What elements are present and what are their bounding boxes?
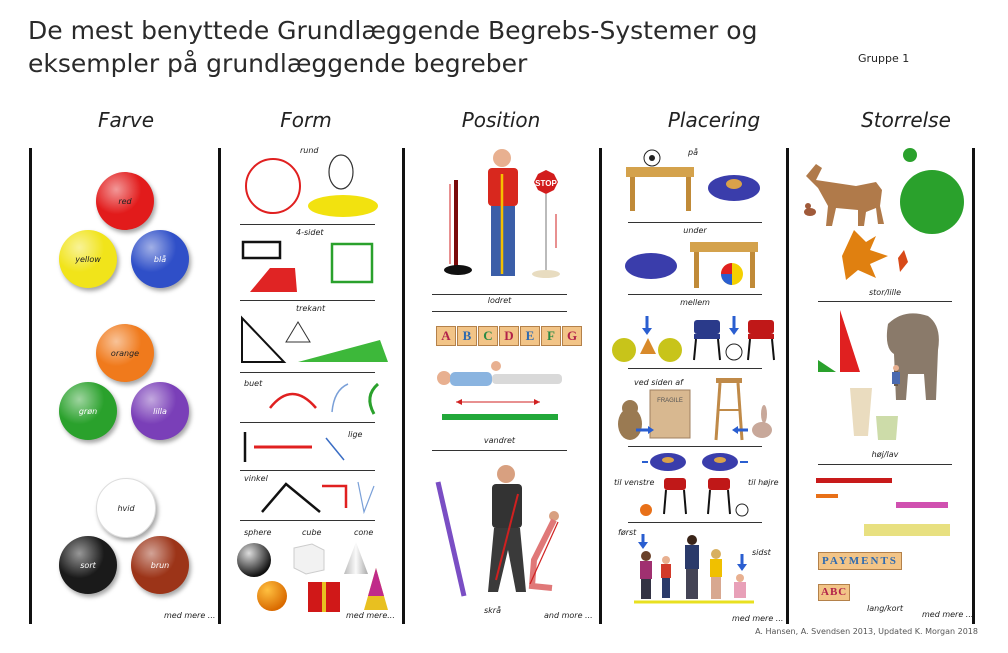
ball-label: orange [110, 348, 140, 358]
stop-sign-text: STOP [535, 179, 557, 188]
section-line [240, 372, 375, 373]
page-title [28, 14, 757, 80]
ball-label: grøn [78, 406, 98, 416]
block-b: B [457, 326, 477, 346]
label-vandret: vandret [483, 436, 516, 445]
section-line [818, 301, 952, 302]
group-label: Gruppe 1 [858, 52, 910, 65]
block-e: E [520, 326, 540, 346]
big-small-illustration [796, 146, 966, 286]
label-sphere: sphere [244, 528, 272, 537]
credit-text: A. Hansen, A. Svendsen 2013, Updated K. Morgan 2018 [755, 627, 978, 636]
label-forst: først [618, 528, 637, 537]
payments-blocks [818, 552, 902, 570]
ball-label: sort [80, 560, 96, 570]
more-text: and more ... [544, 611, 593, 620]
label-ved-siden-af: ved siden af [634, 378, 683, 387]
ball-green [59, 382, 117, 440]
ball-label: lilla [153, 406, 167, 416]
on-illustration [618, 148, 768, 218]
ball-label: yellow [75, 254, 101, 264]
label-trekant: trekant [296, 304, 326, 313]
ball-label: blå [153, 254, 167, 264]
divider-line [402, 148, 405, 624]
section-line [240, 224, 375, 225]
horizontal-illustration [436, 352, 576, 432]
ball-blue [131, 230, 189, 288]
label-til-venstre: til venstre [614, 478, 655, 487]
heading-placering: Placering [667, 108, 761, 132]
section-line [240, 520, 375, 521]
ball-label: hvid [117, 503, 135, 513]
section-line [240, 300, 375, 301]
heading-storrelse: Storrelse [861, 108, 951, 132]
label-under: under [683, 226, 707, 235]
more-text: med mere... [346, 611, 395, 620]
divider-line [599, 148, 602, 624]
ball-purple [131, 382, 189, 440]
divider-line [218, 148, 221, 624]
beside-illustration [612, 374, 777, 444]
round-shapes [240, 150, 380, 220]
section-line [628, 294, 762, 295]
ball-brown [131, 536, 189, 594]
first-last-illustration [630, 530, 760, 610]
heading-form: Form [280, 108, 332, 132]
label-cone: cone [354, 528, 374, 537]
abc-blocks [818, 584, 850, 601]
label-lang-kort: lang/kort [867, 604, 903, 613]
quadrilateral-shapes [240, 238, 380, 298]
block-a: A [436, 326, 456, 346]
label-sidst: sidst [752, 548, 771, 557]
section-line [628, 222, 762, 223]
section-line [818, 464, 952, 465]
ball-label: brun [150, 560, 170, 570]
more-text: med mere ... [164, 611, 216, 620]
divider-line [972, 148, 975, 624]
ball-label: red [118, 196, 132, 206]
ball-black [59, 536, 117, 594]
long-short-bars [814, 472, 974, 542]
vertical-illustration [436, 148, 576, 288]
section-line [432, 450, 567, 451]
label-hoj-lav: høj/lav [871, 450, 899, 459]
between-illustration [610, 310, 775, 365]
section-line [432, 294, 567, 295]
label-mellem: mellem [680, 298, 710, 307]
label-til-hojre: til højre [748, 478, 779, 487]
section-line [240, 422, 375, 423]
label-pa: på [688, 148, 698, 157]
label-skra: skrå [484, 606, 501, 615]
section-line [628, 446, 762, 447]
straight-lines [240, 428, 380, 468]
label-rund: rund [300, 146, 319, 155]
divider-line [29, 148, 32, 624]
ball-white [96, 478, 156, 538]
heading-farve: Farve [97, 108, 155, 132]
angle-shapes [240, 476, 380, 516]
section-line [628, 522, 762, 523]
block-f: F [541, 326, 561, 346]
ball-red [96, 172, 154, 230]
section-line [240, 470, 375, 471]
block-g: G [562, 326, 582, 346]
more-text: med mere ... [732, 614, 784, 623]
solid-shapes [236, 540, 396, 615]
tall-short-illustration [812, 304, 972, 444]
ball-orange [96, 324, 154, 382]
more-text: med mere ... [922, 610, 974, 619]
payments-text: PAYMENTS [818, 552, 902, 570]
section-line [432, 311, 567, 312]
label-buet: buet [244, 379, 263, 388]
abc-text: ABC [818, 584, 850, 601]
label-4-sidet: 4-sidet [296, 228, 324, 237]
label-stor-lille: stor/lille [869, 288, 901, 297]
block-d: D [499, 326, 519, 346]
diagonal-illustration [436, 460, 576, 605]
divider-line [786, 148, 789, 624]
label-lodret: lodret [487, 296, 512, 305]
heading-position: Position [461, 108, 541, 132]
fragile-label: FRAGILE [657, 398, 683, 404]
triangle-shapes [240, 314, 390, 369]
letter-blocks [436, 326, 582, 346]
label-vinkel: vinkel [244, 474, 268, 483]
title-line-2: eksempler på grundlæggende begreber [28, 49, 528, 78]
section-line [628, 368, 762, 369]
label-lige: lige [348, 430, 363, 439]
block-c: C [478, 326, 498, 346]
under-illustration [618, 236, 768, 292]
curved-shapes [240, 378, 380, 418]
ball-yellow [59, 230, 117, 288]
label-cube: cube [302, 528, 322, 537]
title-line-1: De mest benyttede Grundlæggende Begrebs-Systemer og [28, 16, 758, 45]
